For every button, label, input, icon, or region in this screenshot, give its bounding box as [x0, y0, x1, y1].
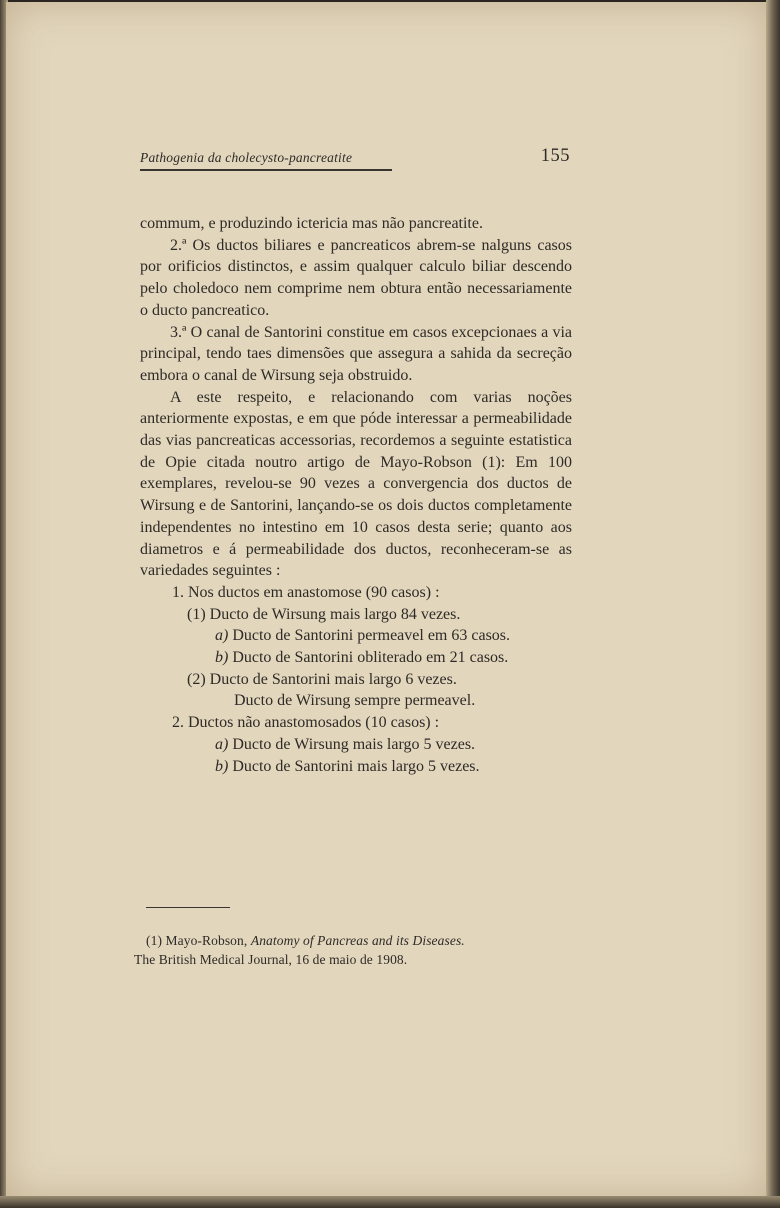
- page-edge-right: [766, 0, 780, 1208]
- page-edge-bottom: [0, 1196, 780, 1208]
- list-item: [140, 625, 572, 647]
- statistics-list: [140, 582, 572, 777]
- footnote: [134, 931, 586, 969]
- list-item-letter: b): [215, 757, 229, 775]
- page-header: [140, 146, 572, 176]
- list-item-letter: a): [215, 735, 229, 753]
- body-text: [140, 213, 572, 777]
- list-item-text: Ducto de Santorini permeavel em 63 casos.: [232, 627, 511, 645]
- paragraph-4: A este respeito, e relacionando com varias noções anteriormente expostas, e em que póde interessar a permeabilidade das vias pancreaticas accessorias, recordemos a seguinte estatistica de Opie citada noutro artigo de Mayo-Robson (1): Em 100 exemplares, revelou-se 90 vezes a convergencia dos ductos de Wirsung e de Santorini, lançando-se os dois ductos completamente independentes no intestino em 10 casos desta serie; quanto aos diametros e á permeabilidade dos ductos, reconheceram-se as variedades seguintes :: [140, 388, 572, 580]
- paragraph-3: 3.ª O canal de Santorini constitue em casos excepcionaes a via principal, tendo taes dimensões que assegura a sahida da secreção embora o canal de Wirsung seja obstruido.: [140, 323, 572, 384]
- list-item-text: Ducto de Santorini mais largo 5 vezes.: [232, 757, 480, 775]
- list-item-text: Ducto de Santorini obliterado em 21 casos.: [232, 649, 509, 667]
- list-item: [140, 734, 572, 756]
- list-item-text: Ducto de Wirsung mais largo 5 vezes.: [232, 735, 476, 753]
- list-item-letter: a): [215, 627, 229, 645]
- list-item: 1. Nos ductos em anastomose (90 casos) :: [172, 583, 440, 601]
- list-item: Ducto de Wirsung sempre permeavel.: [234, 692, 476, 710]
- running-head: Pathogenia da cholecysto-pancreatite: [140, 150, 353, 165]
- list-item: [140, 647, 572, 669]
- paragraph-1: commum, e produzindo ictericia mas não pancreatite.: [140, 215, 483, 232]
- list-item: (2) Ducto de Santorini mais largo 6 vezes.: [187, 670, 457, 688]
- footnote-marker: (1): [146, 933, 163, 948]
- header-rule: [140, 169, 392, 171]
- list-item-letter: b): [215, 649, 229, 667]
- footnote-rule: [146, 907, 230, 908]
- paragraph-2: 2.ª Os ductos biliares e pancreaticos abrem-se nalguns casos por orificios distinctos, e assim qualquer calculo biliar descendo pelo choledoco nem comprime nem obtura então necessariamente o ducto pancreatico.: [140, 236, 572, 319]
- footnote-title: Anatomy of Pancreas and its Diseases.: [250, 933, 465, 948]
- footnote-author: Mayo-Robson,: [165, 933, 248, 948]
- list-item: (1) Ducto de Wirsung mais largo 84 vezes.: [187, 605, 461, 623]
- page-number: 155: [540, 146, 570, 166]
- list-item: 2. Ductos não anastomosados (10 casos) :: [172, 714, 440, 732]
- footnote-source: The British Medical Journal, 16 de maio de 1908.: [134, 952, 408, 967]
- list-item: [140, 756, 572, 778]
